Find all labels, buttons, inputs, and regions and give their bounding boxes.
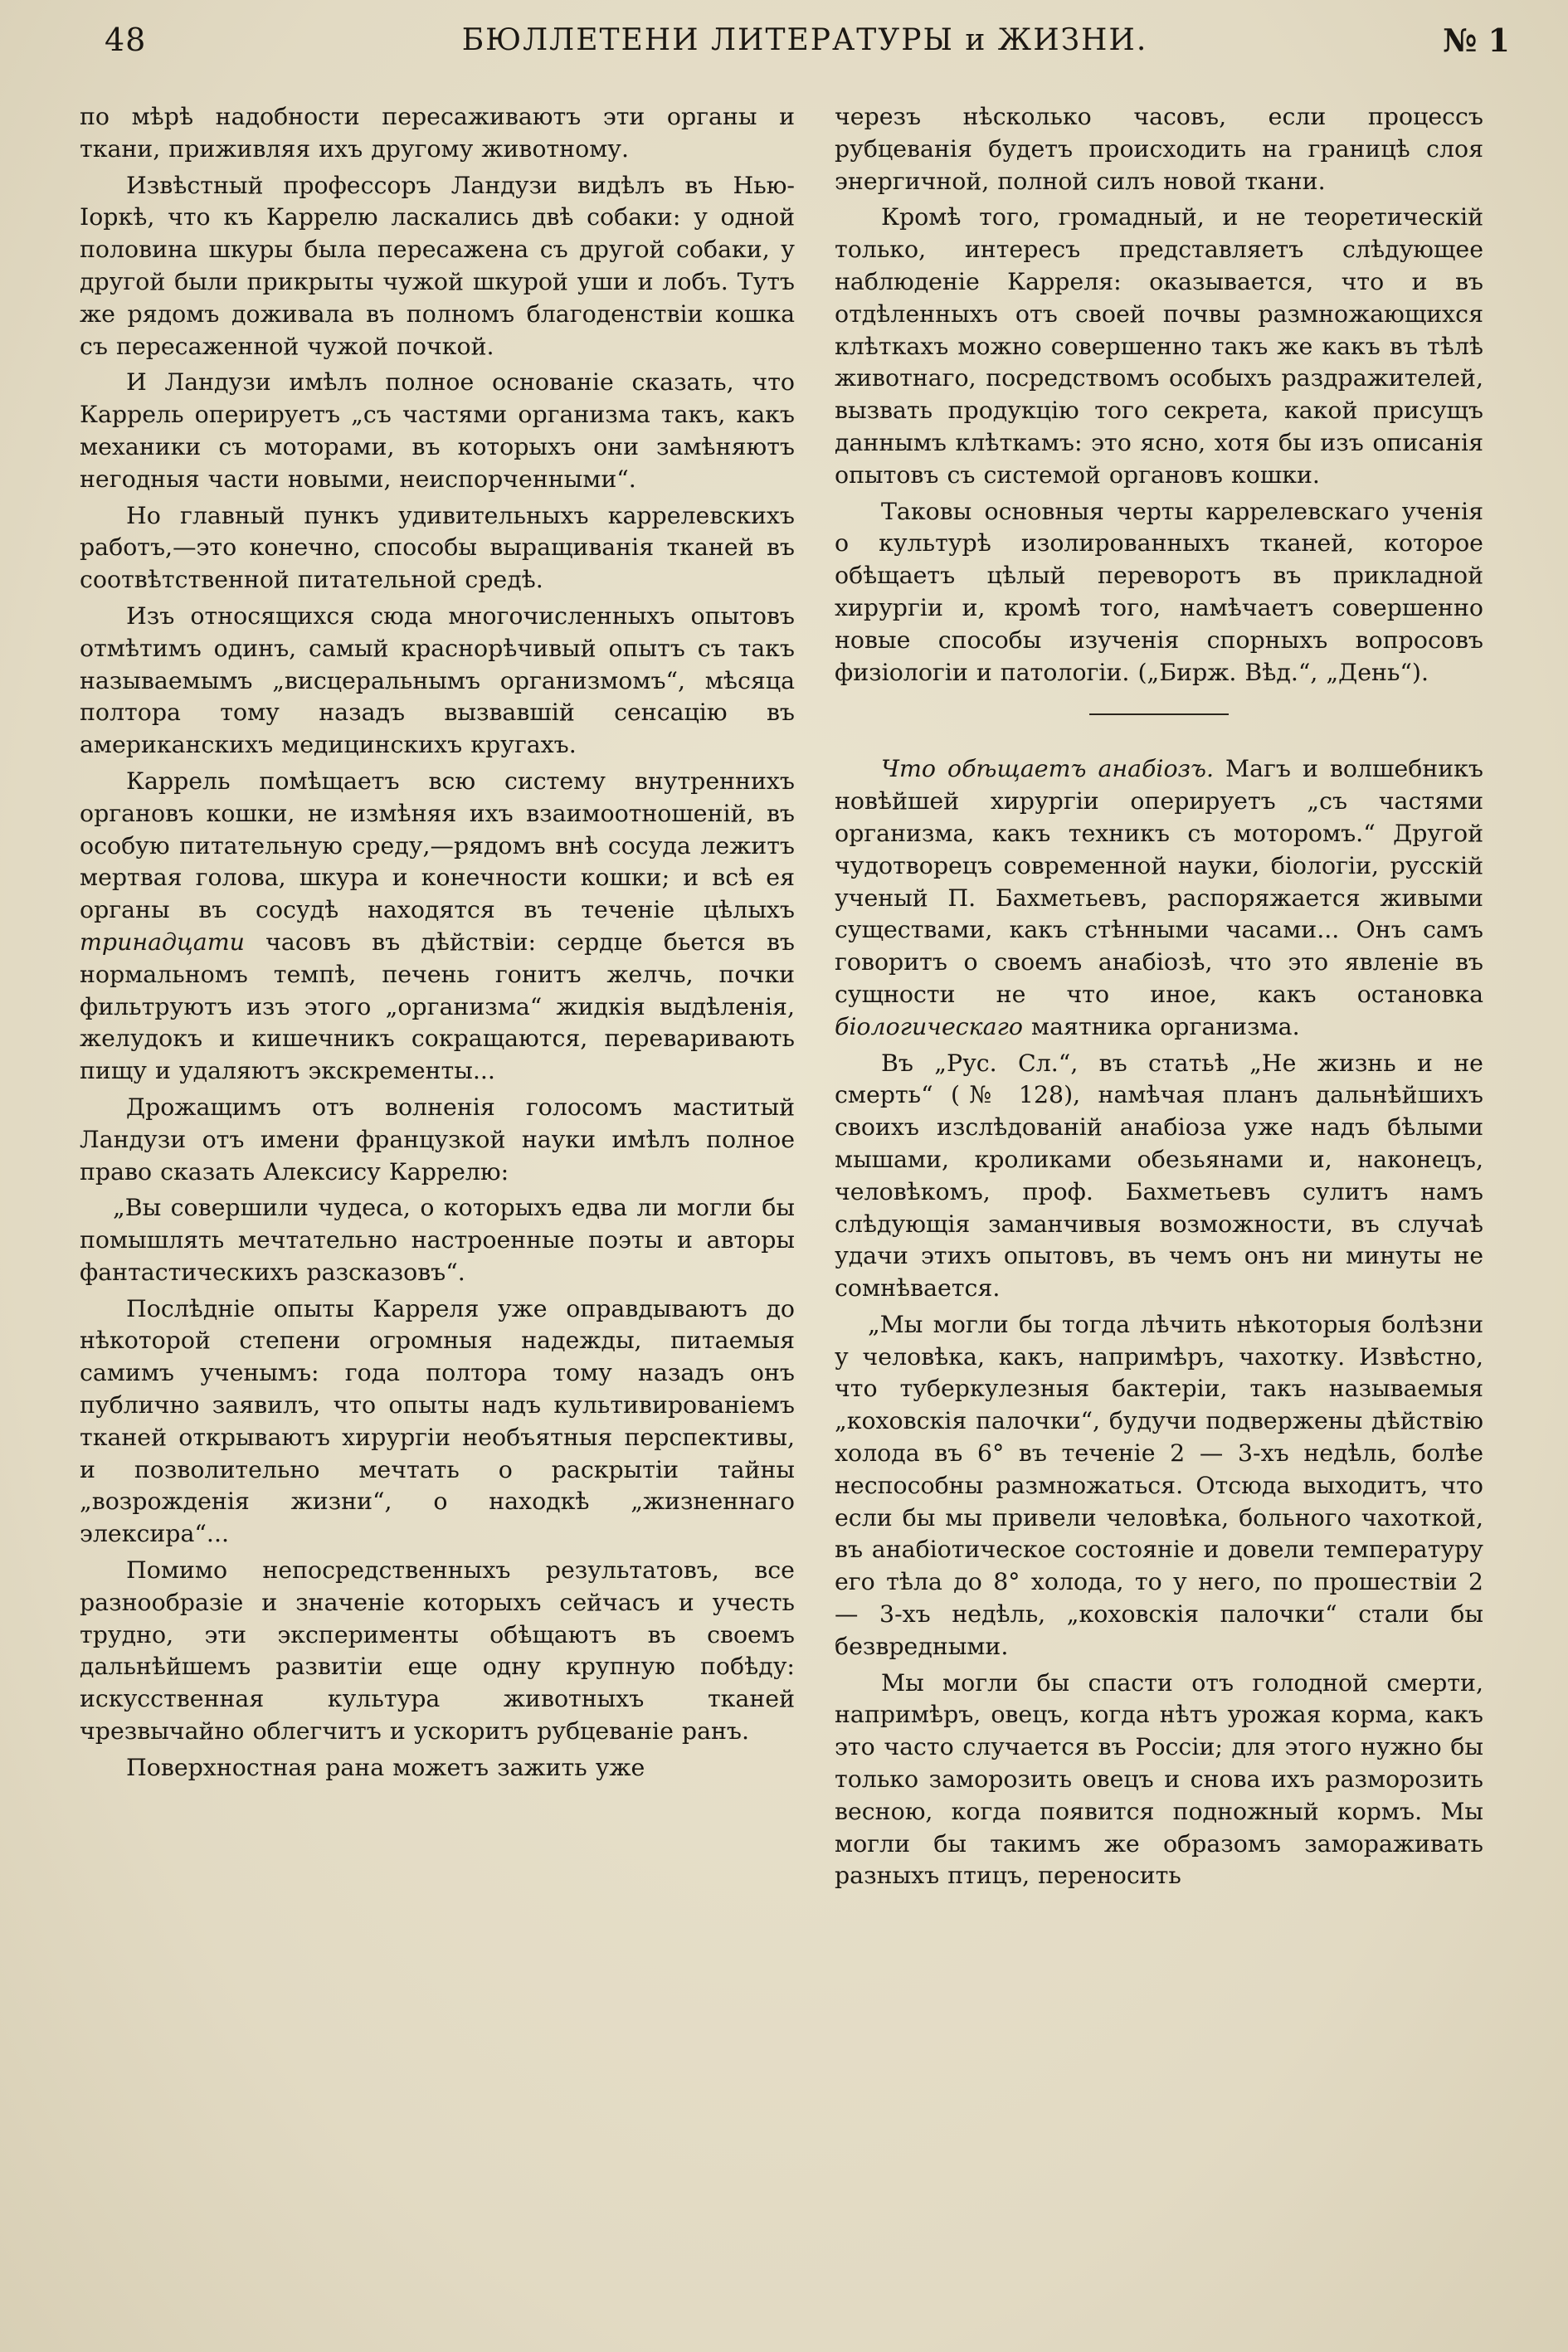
emphasis-text: тринадцати — [80, 928, 245, 956]
section-title: Что обѣщаетъ анабіозъ. — [881, 755, 1214, 783]
paragraph: Послѣдніе опыты Карреля уже оправдываютъ до нѣкоторой степени огромныя надежды, питаемыя самимъ ученымъ: года полтора тому назадъ онъ публично заявилъ, что опыты надъ культивированіемъ тканей открываютъ хирургіи необъятныя перспективы, и позволительно мечтать о раскрытіи тайны „возрожденія жизни“, о находкѣ „жизненнаго элексира“... — [80, 1294, 795, 1548]
emphasis-text: біологическаго — [835, 1012, 1023, 1040]
paragraph: Мы могли бы спасти отъ голодной смерти, напримѣръ, овецъ, когда нѣтъ урожая корма, какъ это часто случается въ Россіи; для этого нужно бы только заморозить овецъ и снова ихъ разморозить весною, когда появится подножный кормъ. Мы могли бы такимъ же образомъ замораживать разныхъ птицъ, переносить — [835, 1668, 1483, 1890]
paragraph: Дрожащимъ отъ волненія голосомъ маститый Ландузи отъ имени французкой науки имѣлъ полное право сказать Алексису Каррелю: — [80, 1093, 795, 1186]
paragraph: Но главный пункъ удивительныхъ каррелевскихъ работъ,—это конечно, способы выращиванія тканей въ соотвѣтственной питательной средѣ. — [80, 501, 795, 594]
paragraph: Кромѣ того, громадный, и не теоретическій только, интересъ представляетъ слѣдующее наблюденіе Карреля: оказывается, что и въ отдѣленныхъ отъ своей почвы размножающихся клѣткахъ можно совершенно такъ же какъ въ тѣлѣ животнаго, посредствомъ особыхъ раздражителей, вызвать продукцію того секрета, какой присущъ даннымъ клѣткамъ: это ясно, хотя бы изъ описанія опытовъ съ системой органовъ кошки. — [835, 203, 1483, 489]
issue-number: № 1 — [1443, 22, 1510, 59]
paragraph: черезъ нѣсколько часовъ, если процессъ рубцеванія будетъ происходить на границѣ слоя энергичной, полной силъ новой ткани. — [835, 103, 1483, 195]
paragraph: Въ „Рус. Сл.“, въ статьѣ „Не жизнь и не смерть“ (№ 128), намѣчая планъ дальнѣйшихъ своихъ изслѣдованій анабіоза уже надъ бѣлыми мышами, кроликами обезьянами и, наконецъ, человѣкомъ, проф. Бахметьевъ сулитъ намъ слѣдующія заманчивыя возможности, въ случаѣ удачи этихъ опытовъ, въ чемъ онъ ни минуты не сомнѣвается. — [835, 1049, 1483, 1303]
paragraph: Извѣстный профессоръ Ландузи видѣлъ въ Нью-Іоркѣ, что къ Каррелю ласкались двѣ собаки: у одной половина шкуры была пересажена съ другой собаки, у другой были прикрыты чужой шкурой уши и лобъ. Тутъ же рядомъ доживала въ полномъ благоденствіи кошка съ пересаженной чужой почкой. — [80, 171, 795, 360]
paragraph: Таковы основныя черты каррелевскаго ученія о культурѣ изолированныхъ тканей, которое обѣщаетъ цѣлый переворотъ въ прикладной хирургіи и, кромѣ того, намѣчаетъ совершенно новые способы изученія спорныхъ вопросовъ физіологіи и патологіи. („Бирж. Вѣд.“, „День“). — [835, 497, 1483, 686]
left-column — [80, 101, 795, 1789]
paragraph-text: маятника организма. — [1023, 1012, 1300, 1040]
quote-paragraph: „Вы совершили чудеса, о которыхъ едва ли могли бы помышлять мечтательно настроенные поэты и авторы фантастическихъ разсказовъ“. — [80, 1194, 795, 1286]
running-title: БЮЛЛЕТЕНИ ЛИТЕРАТУРЫ и ЖИЗНИ. — [461, 23, 1148, 57]
paragraph: Изъ относящихся сюда многочисленныхъ опытовъ отмѣтимъ одинъ, самый краснорѣчивый опытъ съ такъ называемымъ „висцеральнымъ организмомъ“, мѣсяца полтора тому назадъ вызвавшій сенсацію въ американскихъ медицинскихъ кругахъ. — [80, 601, 795, 759]
section-divider — [1089, 713, 1229, 715]
right-column — [835, 101, 1483, 1897]
paragraph — [835, 753, 1483, 1043]
paragraph: Помимо непосредственныхъ результатовъ, все разнообразіе и значеніе которыхъ сейчасъ и учесть трудно, эти эксперименты обѣщаютъ въ своемъ дальнѣйшемъ развитіи еще одну крупную побѣду: искусственная культура животныхъ тканей чрезвычайно облегчитъ и ускоритъ рубцеваніе ранъ. — [80, 1556, 795, 1746]
paragraph-text: Магъ и волшебникъ новѣйшей хирургіи оперируетъ „съ частями организма, какъ техникъ съ моторомъ.“ Другой чудотворецъ современной науки, біологіи, русскій ученый П. Бахметьевъ, распоряжается живыми существами, какъ стѣнными часами... Онъ самъ говоритъ о своемъ анабіозѣ, что это явленіе въ сущности не что иное, какъ остановка — [835, 755, 1483, 1008]
paragraph-text: Каррель помѣщаетъ всю систему внутреннихъ органовъ кошки, не измѣняя ихъ взаимоотношеній, въ особую питательную среду,—рядомъ внѣ сосуда лежитъ мертвая голова, шкура и конечности кошки; и всѣ ея органы въ сосудѣ находятся въ теченіе цѣлыхъ — [80, 767, 795, 924]
paragraph: И Ландузи имѣлъ полное основаніе сказать, что Каррель оперируетъ „съ частями организма такъ, какъ механики съ моторами, въ которыхъ они замѣняютъ негодныя части новыми, неиспорченными“. — [80, 368, 795, 493]
quote-paragraph: „Мы могли бы тогда лѣчить нѣкоторыя болѣзни у человѣка, какъ, напримѣръ, чахотку. Извѣстно, что туберкулезныя бактеріи, такъ называемыя „коховскія палочки“, будучи подвержены дѣйствію холода въ 6° въ теченіе 2 — 3-хъ недѣль, болѣе неспособны размножаться. Отсюда выходитъ, что если бы мы привели человѣка, больного чахоткой, въ анабіотическое состояніе и довели температуру его тѣла до 8° холода, то у него, по прошествіи 2 — 3-хъ недѣль, „коховскія палочки“ стали бы безвредными. — [835, 1310, 1483, 1660]
page-header — [100, 22, 1510, 71]
paragraph: по мѣрѣ надобности пересаживаютъ эти органы и ткани, приживляя ихъ другому животному. — [80, 103, 795, 163]
paragraph: Поверхностная рана можетъ зажить уже — [126, 1753, 645, 1781]
paragraph-text: часовъ въ дѣйствіи: сердце бьется въ нормальномъ темпѣ, печень гонитъ желчь, почки фильтруютъ изъ этого „организма“ жидкія выдѣленія, желудокъ и кишечникъ сокращаются, переваривають пищу и удаляютъ экскременты... — [80, 928, 795, 1085]
paragraph — [80, 766, 795, 1088]
page-number: 48 — [105, 22, 147, 58]
